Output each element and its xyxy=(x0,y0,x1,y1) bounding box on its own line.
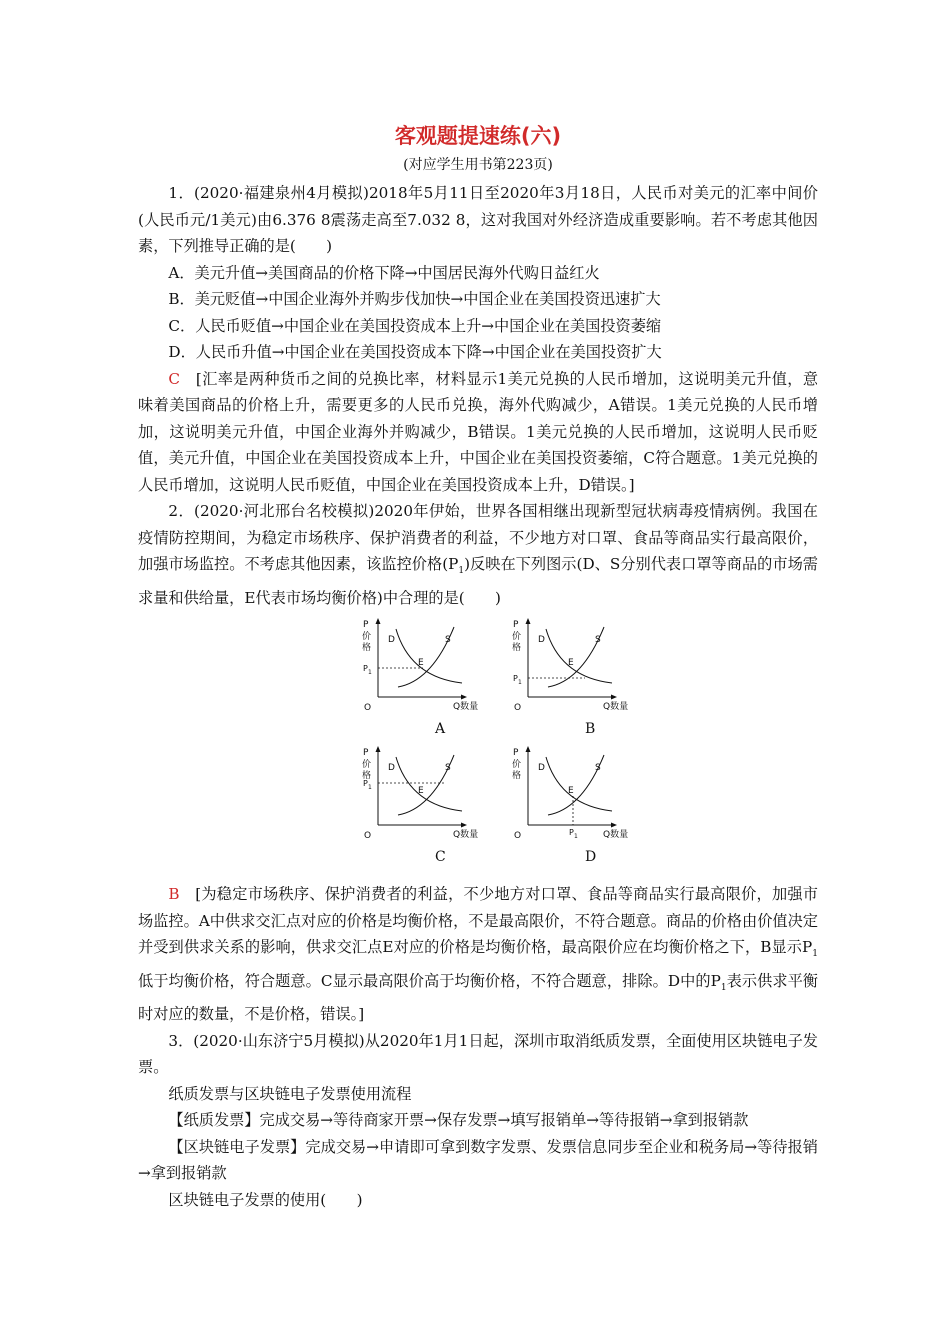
axis-q-label: Q数量 xyxy=(453,830,479,841)
demand-label: D xyxy=(538,635,545,646)
p1-label xyxy=(513,674,522,686)
p1-label xyxy=(363,664,372,676)
axis-p-label: P xyxy=(363,748,369,759)
question-2-answer xyxy=(138,881,818,1028)
axis-price-label-2: 格 xyxy=(362,771,372,782)
equilibrium-label: E xyxy=(418,786,424,797)
figure-b xyxy=(510,615,660,745)
figure-c xyxy=(360,743,510,873)
supply-label: S xyxy=(445,635,451,646)
p1-subscript: 1 xyxy=(518,679,522,687)
origin-label: O xyxy=(364,703,372,714)
p1-subscript: 1 xyxy=(574,833,578,841)
x-axis-arrow xyxy=(611,695,617,700)
x-axis-arrow xyxy=(461,695,467,700)
question-2-answer-subscript-1: 1 xyxy=(812,949,818,960)
figure-d xyxy=(510,743,660,873)
question-1-option-a: A．美元升值→美国商品的价格下降→中国居民海外代购日益红火 xyxy=(168,263,600,282)
question-1-answer xyxy=(138,366,818,499)
p1-letter: P xyxy=(363,779,368,789)
y-axis-arrow xyxy=(526,618,531,624)
page xyxy=(138,120,818,1213)
axis-price-label-1: 价 xyxy=(362,760,372,771)
origin-label: O xyxy=(364,831,372,842)
origin-label: O xyxy=(514,831,522,842)
p1-letter: P xyxy=(513,674,518,684)
supply-label: S xyxy=(595,763,601,774)
page-title: 客观题提速练(六) xyxy=(394,124,562,148)
figure-label: B xyxy=(585,721,596,738)
equilibrium-label: E xyxy=(418,658,424,669)
equilibrium-label: E xyxy=(568,786,574,797)
question-2-answer-letter: B xyxy=(168,885,180,904)
demand-curve xyxy=(546,629,612,683)
question-3-chain-flow: 【区块链电子发票】完成交易→申请即可拿到数字发票、发票信息同步至企业和税务局→等待报销→拿到报销款 xyxy=(138,1137,818,1183)
x-axis-arrow xyxy=(461,823,467,828)
axis-p-label: P xyxy=(363,620,369,631)
question-2-answer-subscript-2: 1 xyxy=(720,982,727,993)
question-2-stem xyxy=(138,498,818,611)
y-axis-arrow xyxy=(526,746,531,752)
y-axis-arrow xyxy=(376,618,381,624)
question-2-answer-part-a: [为稳定市场秩序、保护消费者的利益，不少地方对口罩、食品等商品实行最高限价，加强市场监控。A中供求交汇点对应的价格是均衡价格，不是最高限价，不符合题意。商品的价格由价值决定并受到供求关系的影响，供求交汇点E对应的价格是均衡价格，最高限价应在均衡价格之下，B显示P xyxy=(138,885,818,957)
axis-q-label: Q数量 xyxy=(603,702,629,713)
axis-p-label: P xyxy=(513,748,519,759)
axis-price-label-2: 格 xyxy=(512,771,522,782)
question-2-stem-subscript: 1 xyxy=(458,566,465,577)
demand-label: D xyxy=(388,763,395,774)
axis-price-label-2: 格 xyxy=(512,643,522,654)
demand-label: D xyxy=(538,763,545,774)
question-3-stem: 3．(2020·山东济宁5月模拟)从2020年1月1日起，深圳市取消纸质发票，全面使用区块链电子发票。 xyxy=(138,1031,818,1077)
supply-label: S xyxy=(445,763,451,774)
axis-price-label-1: 价 xyxy=(512,760,522,771)
figure-a xyxy=(360,615,510,745)
question-1-option-c: C．人民币贬值→中国企业在美国投资成本上升→中国企业在美国投资萎缩 xyxy=(168,316,662,335)
axis-p-label: P xyxy=(513,620,519,631)
p1-label xyxy=(569,828,578,840)
question-1-stem: 1．(2020·福建泉州4月模拟)2018年5月11日至2020年3月18日，人民币对美元的汇率中间价(人民币元/1美元)由6.376 8震荡走高至7.032 8，这对我国对外经济造成重要影响。若不考虑其他因素，下列推导正确的是( ) xyxy=(138,184,818,255)
y-axis-arrow xyxy=(376,746,381,752)
question-2-answer-part-b: 低于均衡价格，符合题意。C显示最高限价高于均衡价格，不符合题意，排除。D中的P xyxy=(138,971,721,990)
axis-price-label-1: 价 xyxy=(362,632,372,643)
p1-subscript: 1 xyxy=(368,784,372,792)
question-1-answer-letter: C xyxy=(168,369,181,388)
question-1-option-b: B．美元贬值→中国企业海外并购步伐加快→中国企业在美国投资迅速扩大 xyxy=(168,290,661,308)
question-2-answer-part-c: 表示供求平衡时对应的数量，不是价格，错误。] xyxy=(138,971,818,1024)
question-1-option-d: D．人民币升值→中国企业在美国投资成本下降→中国企业在美国投资扩大 xyxy=(168,343,662,361)
x-axis-arrow xyxy=(611,823,617,828)
demand-curve xyxy=(396,757,462,811)
origin-label: O xyxy=(514,703,522,714)
demand-label: D xyxy=(388,635,395,646)
question-3-question: 区块链电子发票的使用( ) xyxy=(168,1190,363,1209)
page-subtitle: (对应学生用书第223页) xyxy=(403,157,553,173)
question-1-answer-text: [汇率是两种货币之间的兑换比率，材料显示1美元兑换的人民币增加，这说明美元升值，意味着美国商品的价格上升，需要更多的人民币兑换，海外代购减少，A错误。1美元兑换的人民币增加，这说明美元升值，中国企业海外并购减少，B错误。1美元兑换的人民币增加，这说明人民币贬值，美元升值，中国企业在美国投资成本上升，中国企业在美国投资萎缩，C符合题意。1美元兑换的人民币增加，这说明人民币贬值，中国企业在美国投资成本上升，D错误。] xyxy=(138,369,819,494)
p1-letter: P xyxy=(569,828,574,838)
p1-letter: P xyxy=(363,664,368,674)
axis-price-label-2: 格 xyxy=(362,643,372,654)
question-2-stem-part-a: 2．(2020·河北邢台名校模拟)2020年伊始，世界各国相继出现新型冠状病毒疫情病例。我国在疫情防控期间，为稳定市场秩序、保护消费者的利益，不少地方对口罩、食品等商品实行最高限价，加强市场监控。不考虑其他因素，该监控价格(P xyxy=(138,502,818,573)
axis-q-label: Q数量 xyxy=(603,830,629,841)
question-3-flow-title: 纸质发票与区块链电子发票使用流程 xyxy=(168,1084,412,1103)
supply-label: S xyxy=(595,635,601,646)
axis-q-label: Q数量 xyxy=(453,702,479,713)
supply-demand-figures xyxy=(138,615,818,877)
demand-curve xyxy=(546,757,612,811)
figure-label: A xyxy=(435,721,446,738)
question-3-paper-flow: 【纸质发票】完成交易→等待商家开票→保存发票→填写报销单→等待报销→拿到报销款 xyxy=(168,1111,749,1130)
question-2-stem-part-b: )反映在下列图示(D、S分别代表口罩等商品的市场需求量和供给量，E代表市场均衡价格)中合理的是( ) xyxy=(138,555,818,607)
demand-curve xyxy=(396,629,462,683)
figure-label: D xyxy=(585,849,597,866)
equilibrium-label: E xyxy=(568,658,574,669)
axis-price-label-1: 价 xyxy=(512,632,522,643)
p1-subscript: 1 xyxy=(368,669,372,677)
figure-label: C xyxy=(435,849,446,866)
